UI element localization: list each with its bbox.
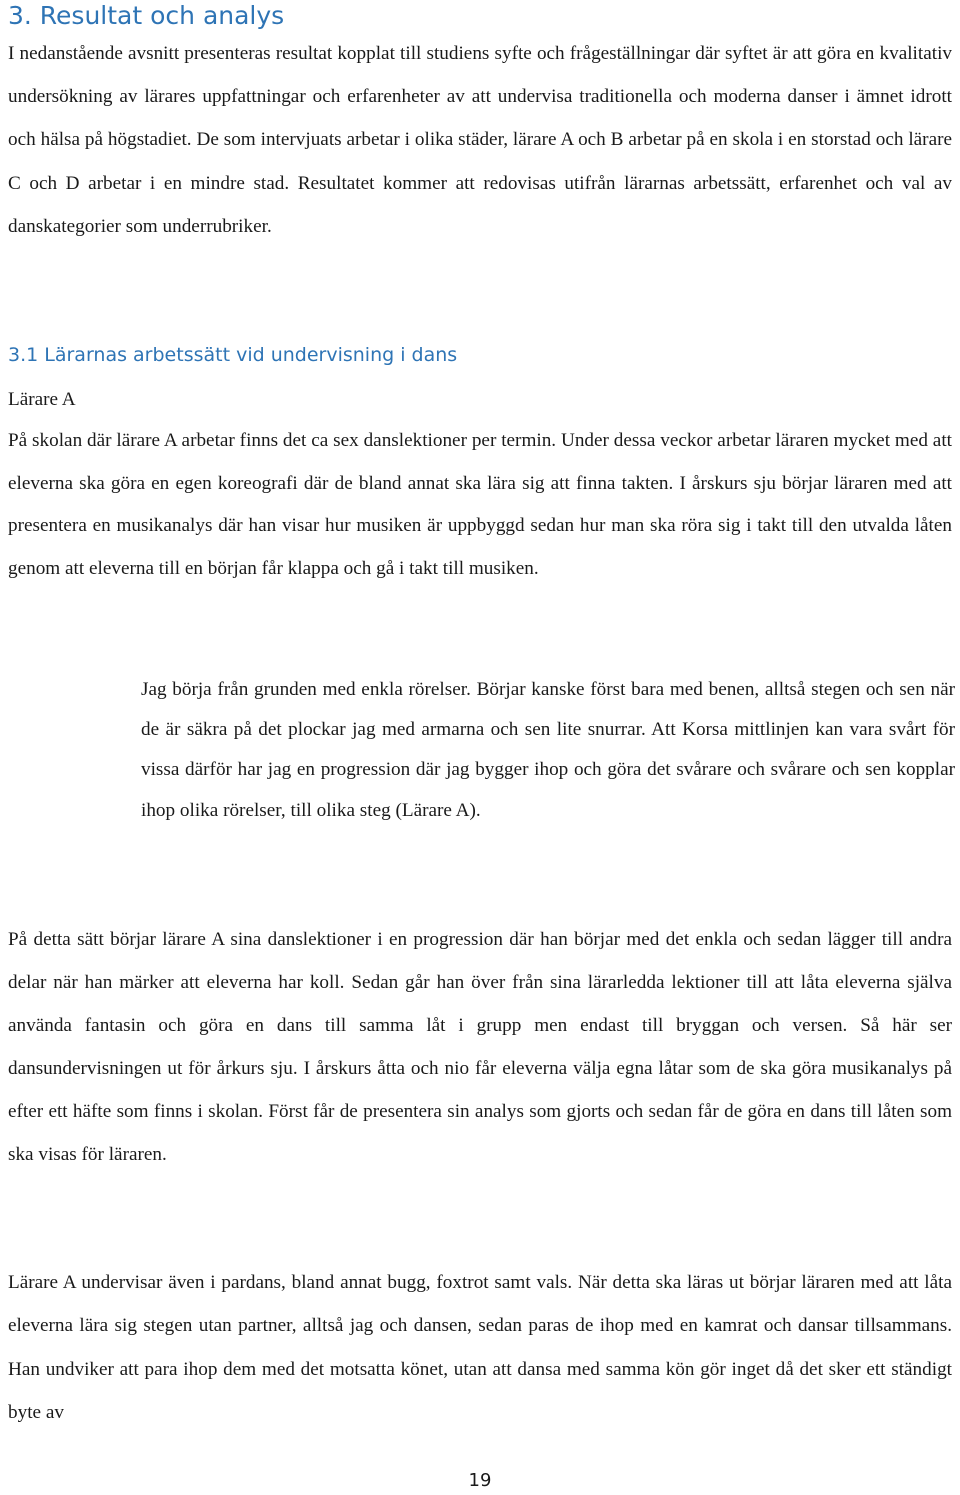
- body-paragraph: På skolan där lärare A arbetar finns det ca sex danslektioner per termin. Under dessa veckor arbetar läraren mycket med att eleverna ska göra en egen koreografi där de bland annat ska lära sig att finna takten. I årskurs sju börjar läraren med att presentera en musikanalys där han visar hur musiken är uppbyggd sedan hur man ska röra sig i takt till den utvalda låten genom att eleverna till en början får klappa och gå i takt till musiken.: [8, 430, 952, 579]
- teacher-label: Lärare A: [8, 389, 76, 410]
- body-paragraph: Lärare A undervisar även i pardans, bland annat bugg, foxtrot samt vals. När detta ska läras ut börjar läraren med att låta eleverna lära sig stegen utan partner, alltså jag och dansen, sedan paras de ihop med en kamrat och dansar tillsammans. Han undviker att para ihop dem med det motsatta könet, utan att dansa med samma kön gör inget då det sker ett ständigt byte av: [8, 1272, 952, 1424]
- page-number: 19: [468, 1470, 492, 1491]
- section-heading: 3. Resultat och analys: [8, 1, 285, 30]
- interview-quote: Jag börja från grunden med enkla rörelser. Börjar kanske först bara med benen, alltså stegen och sen när de är säkra på det plockar jag med armarna och sen lite snurrar. Att Korsa mittlinjen kan vara svårt för vissa därför har jag en progression där jag bygger ihop och göra det svårare och svårare och sen kopplar ihop olika rörelser, till olika steg (Lärare A).: [141, 679, 955, 821]
- subsection-heading: 3.1 Lärarnas arbetssätt vid undervisning i dans: [8, 344, 458, 366]
- intro-paragraph: I nedanstående avsnitt presenteras resultat kopplat till studiens syfte och frågeställningar där syftet är att göra en kvalitativ undersökning av lärares uppfattningar och erfarenheter av att undervisa traditionella och moderna danser i ämnet idrott och hälsa på högstadiet. De som intervjuats arbetar i olika städer, lärare A och B arbetar på en skola i en storstad och lärare C och D arbetar i en mindre stad. Resultatet kommer att redovisas utifrån lärarnas arbetssätt, erfarenhet och val av danskategorier som underrubriker.: [8, 43, 952, 237]
- body-paragraph: På detta sätt börjar lärare A sina danslektioner i en progression där han börjar med det enkla och sedan lägger till andra delar när han märker att eleverna har koll. Sedan går han över från sina lärarledda lektioner till att låta eleverna själva använda fantasin och göra en dans till samma låt i grupp men endast till bryggan och versen. Så här ser dansundervisningen ut för årkurs sju. I årskurs åtta och nio får eleverna välja egna låtar som de ska göra musikanalys på efter ett häfte som finns i skolan. Först får de presentera sin analys som gjorts och sedan får de göra en dans till låten som ska visas för läraren.: [8, 929, 952, 1165]
